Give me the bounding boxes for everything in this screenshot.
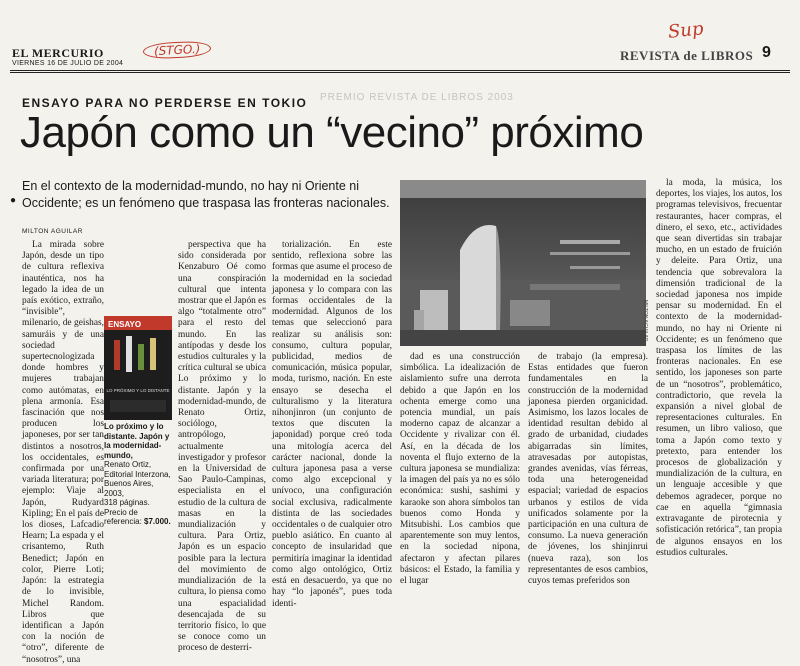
book-info — [104, 422, 174, 527]
handwritten-stamp: (STGO.) — [143, 40, 212, 60]
newspaper-name: EL MERCURIO — [12, 46, 104, 60]
bullet-icon: ● — [10, 195, 17, 206]
masthead-rule — [10, 70, 790, 71]
article-column-2 — [178, 240, 266, 654]
handwritten-note: Sup — [666, 18, 705, 43]
article-column-3 — [272, 240, 393, 609]
book-price: $7.000. — [144, 517, 171, 526]
article-column-5 — [528, 352, 648, 604]
column-text: torialización. En este sentido, reflexiona sobre las formas que asume el proceso de la modernidad en la sociedad japonesa y lo compara con las formas occidentales de la modernidad. Algunos de los temas que seleccionó para realizar su análisis son: consumo, cultura popular, publicidad, medios de comunicación, música popular, moda, turismo, nación. En este ensayo se desecha el culturalismo y la literatura nihonjinron (un conjunto de textos que discuten la japonidad) porque creó toda una mitología acerca del carácter nacional, donde la cultura japonesa pasa a verse como algo excepcional y unívoco, una configuración social exclusiva, radicalmente distinta de las sociedades occidentales o de cualquier otro pueblo asiático. En cuanto al concepto de insularidad que permitiría imaginar la identidad como algo ontológico, Ortiz está en desacuerdo, ya que no hay “lo japonés”, pues toda identi- — [272, 240, 393, 609]
book-price-label: Precio de referencia: — [104, 507, 142, 526]
book-publisher: Editorial Interzona, — [104, 469, 171, 479]
page-number: 9 — [762, 44, 771, 61]
column-text: de trabajo (la empresa). Estas entidades que fueron fundamentales en la construcción de la modernidad japonesa pierden organicidad. Asimismo, los lazos locales de identidad resultan debido al grado de urbanidad, ciudades abigarradas sin límites, atravesadas por autopistas, grandes avenidas, vías férreas, toda una heterogeneidad espacial; variedad de espacios urbanos y estilos de vida unificados solamente por la participación en una cultura de consumo. La nueva generación de jóvenes, los shinjinrui (nueva raza), son los representantes de esos cambios, cuyos temas preferidos son — [528, 352, 648, 587]
masthead-rule-thin — [10, 72, 790, 73]
issue-date: VIERNES 16 DE JULIO DE 2004 — [12, 60, 124, 67]
article-kicker: ENSAYO PARA NO PERDERSE EN TOKIO — [22, 96, 308, 110]
article-lead — [10, 178, 392, 212]
article-column-4 — [400, 352, 520, 604]
section-name: REVISTA de LIBROS — [620, 48, 754, 63]
book-cover-title: LO PRÓXIMO Y LO DISTANTE — [106, 388, 170, 393]
book-cover-image — [104, 316, 172, 420]
column-text: la moda, la música, los deportes, los viajes, los autos, los programas televisivos, frecuentar restaurantes, hacer compras, el dinero, el sexo, etc., actividades que sean divertidas sin trabajar mucho, en un estado de fruición y deleite. Para Ortiz, una tendencia que sobrevalora la dimensión tradicional de la sociedad japonesa nos impide pensar su modernidad. En el contexto de la modernidad-mundo, no hay ni Oriente ni Occidente; es un fenómeno que traspasa los límites de las fronteras nacionales. En ese sentido, los japoneses son parte de un “nosotros”, problemático, contradictorio, que revela la expansión a nivel global de representaciones culturales. En resumen, un libro valioso, que toma a Japón como texto y pretexto, para entender los procesos de globalización y mundialización de la cultura, en un lenguaje accesible y que debemos agradecer, porque no cae en aquella “gimnasia extravagante de pirotecnia y sofisticación retórica”, tan propia de algunos ensayos en los estudios culturales. — [656, 178, 782, 558]
lead-text: En el contexto de la modernidad-mundo, no hay ni Oriente ni Occidente; es un fenómeno que traspasa las fronteras nacionales. — [22, 179, 390, 210]
book-cover-label: ENSAYO — [108, 320, 142, 329]
byline: MILTON AGUILAR — [22, 228, 83, 235]
photo-credit: MILTON AGUILAR — [642, 300, 648, 342]
book-author: Renato Ortiz, — [104, 460, 152, 469]
column-text: perspectiva que ha sido considerada por Kenzaburo Oé como una conspiración cultural que intenta mostrar que el Japón es algo “totalmente otro” para el resto del mundo. En las antípodas y desde los estudios culturales y la crítica cultural se ubica Lo próximo y lo distante. Japón y la modernidad-mundo, de Renato Ortiz, sociólogo, antropólogo, actualmente investigador y profesor en la Universidad de Sao Paulo-Campinas, especialista en el estudio de la cultura de masas en la mundialización y cultura. Para Ortiz, Japón es un espacio posible para la lectura del movimiento de mundialización de la cultura, lo piensa como una espacialidad desencajada de su territorio físico, lo que se conoce como un proceso de desterri- — [178, 240, 266, 654]
book-title: Lo próximo y lo distante. Japón y la modernidad-mundo, — [104, 422, 170, 460]
book-pages: 318 páginas. — [104, 498, 150, 507]
book-place-year: Buenos Aires, 2003, — [104, 479, 154, 498]
tokyo-harbor-photo — [400, 180, 646, 346]
column-text: dad es una construcción simbólica. La idealización de aislamiento sufre una derrota debido a que Japón en los ochenta emerge como una potencia mundial, un país moderno capaz de alcanzar a Occidente y rivalizar con él. Así, en la década de los noventa el flujo externo de la cultura japonesa se mundializa: la imagen del país ya no es sólo económica: sushi, sashimi y karaoke son ahora símbolos tan buenos como Honda y Mitsubishi. Los cambios que aparentemente son muy lentos, en la sociedad nipona, afectaron y afectan pilares básicos: el Estado, la familia y el lugar — [400, 352, 520, 587]
article-headline: Japón como un “vecino” próximo — [20, 108, 644, 157]
article-column-1 — [22, 240, 104, 665]
bleed-through-text: PREMIO REVISTA DE LIBROS 2003 — [320, 92, 514, 103]
column-text: La mirada sobre Japón, desde un tipo de cultura reflexiva inauténtica, nos ha legado la idea de un país exótico, extraño, “invisible”, milenario, de geishas, samuráis y de una sociedad supertecnologizada donde hombres y mujeres trabajan como autómatas, en plena armonía. Esa fascinación que nos producen los japoneses, por ser tan distintos a nosotros, los occidentales, es confirmada por una variada literatura; por ejemplo: Viaje al Japón, Rudyard Kipling; En el país de los dioses, Lafcadio Hearn; La espada y el crisantemo, Ruth Benedict; Japón en color, Pierre Loti; Japón: la estrategia de lo invisible, Michel Random. Libros que identifican a Japón con la noción de “otro”, diferente de “nosotros”, una — [22, 240, 104, 665]
article-column-6 — [656, 178, 782, 604]
